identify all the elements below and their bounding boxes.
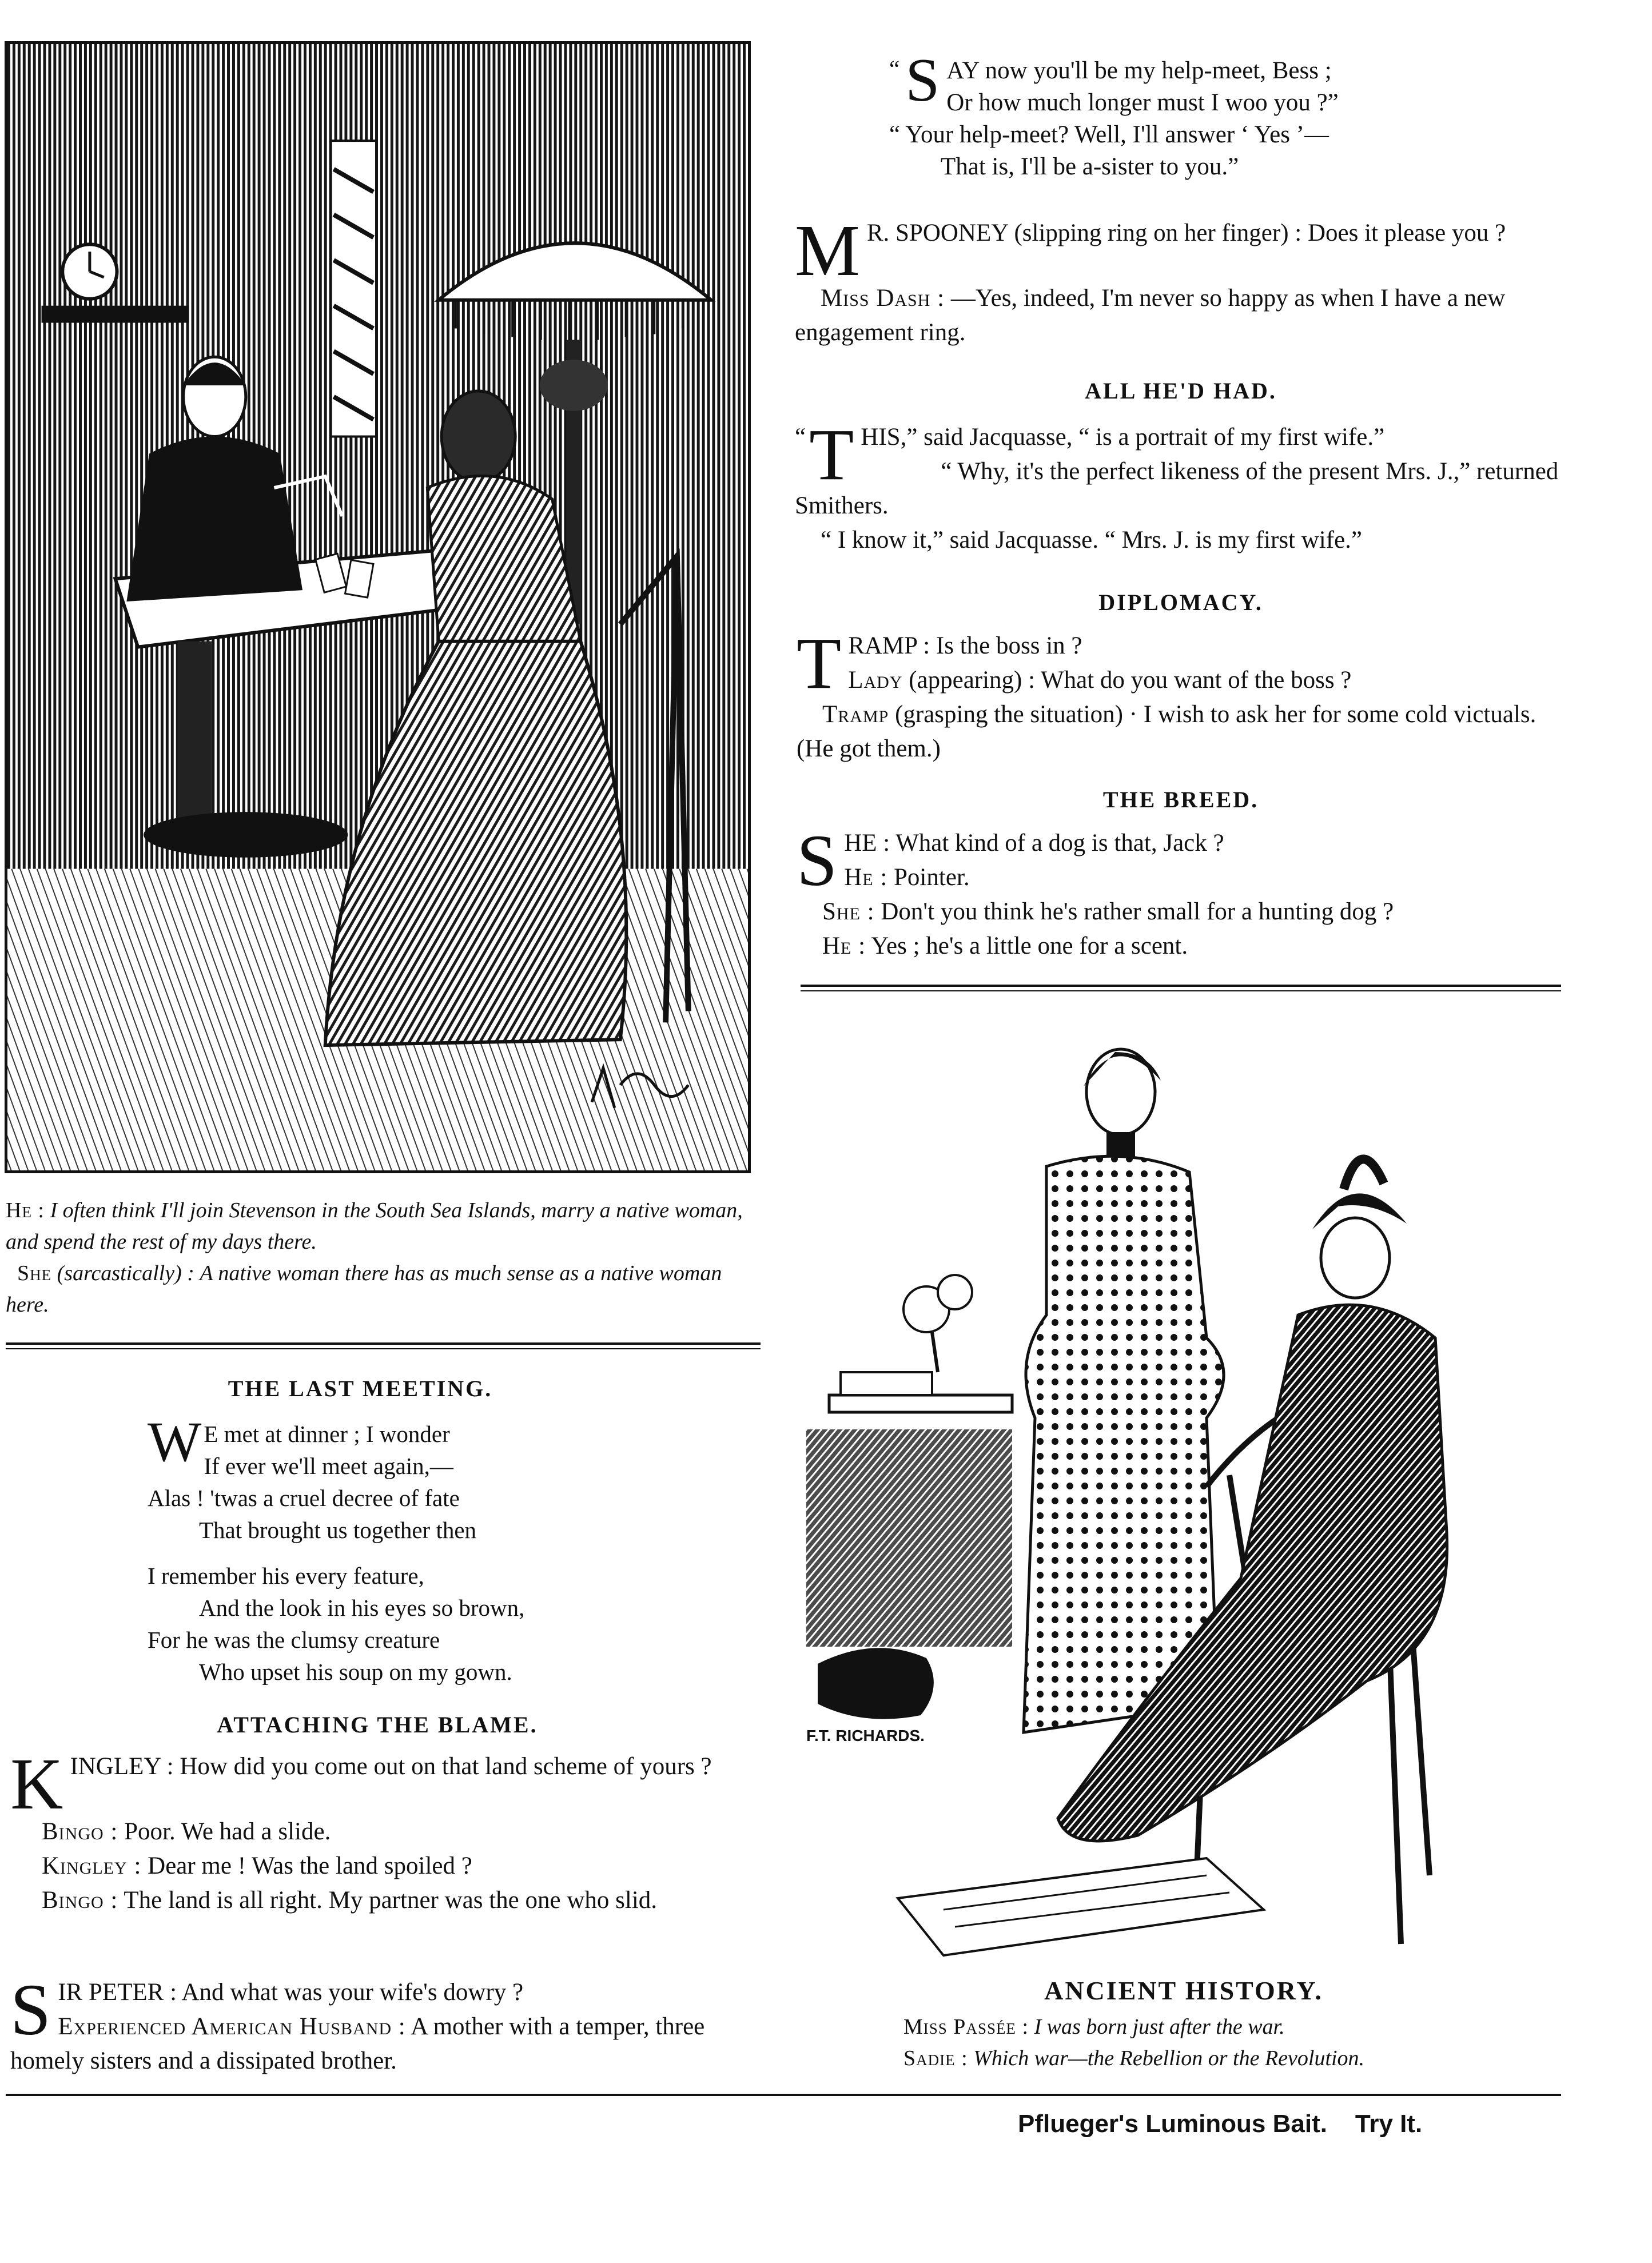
- caption-she: [6, 1258, 766, 1321]
- speaker-label: INGLEY :: [70, 1753, 174, 1780]
- dialogue-line: “ I know it,” said Jacquasse. “ Mrs. J. is my first wife.”: [821, 527, 1362, 553]
- speaker-label: Miss Dash :: [821, 285, 945, 312]
- caption-text: I was born just after the war.: [1034, 2015, 1285, 2039]
- joke-title: ALL HE'D HAD.: [1085, 378, 1277, 404]
- dialogue-line: [10, 2010, 771, 2078]
- verse-line: Or how much longer must I woo you ?”: [946, 89, 1339, 116]
- dialogue-text: A mother with a temper, three homely sisters and a dissipated brother.: [10, 2013, 705, 2074]
- speaker-label: Experienced American Husband :: [58, 2013, 406, 2040]
- dialogue-line: [795, 210, 1567, 291]
- dialogue-text: How did you come out on that land scheme of yours ?: [180, 1753, 712, 1780]
- open-quote: “: [795, 424, 806, 451]
- verse-line: That is, I'll be a-sister to you.”: [941, 153, 1239, 180]
- caption-line: [903, 2043, 1590, 2074]
- section-divider: [6, 1342, 761, 1349]
- speaker-label: She: [17, 1261, 52, 1285]
- woman-head: [441, 391, 515, 482]
- speaker-label: R. SPOONEY: [866, 220, 1008, 246]
- caption-she-aside: (sarcastically) :: [57, 1261, 194, 1285]
- dropcap: M: [795, 210, 860, 291]
- cartoon-title: ANCIENT HISTORY.: [1044, 1976, 1323, 2005]
- verse-line: Alas ! 'twas a cruel decree of fate: [148, 1485, 460, 1511]
- dialogue-line: [797, 698, 1569, 766]
- open-quote: “: [889, 55, 900, 82]
- joke-title: THE BREED.: [1102, 787, 1259, 812]
- dialogue-text: (grasping the situation) · I wish to ask her for some cold victuals. (He got them.): [797, 701, 1536, 762]
- verse-line: And the look in his eyes so brown,: [199, 1595, 525, 1621]
- dialogue-line: [797, 929, 1569, 963]
- card-game-illustration: [5, 41, 751, 1173]
- dropcap: S: [797, 820, 838, 901]
- joke-title: ATTACHING THE BLAME.: [217, 1712, 538, 1738]
- speaker-label: Lady: [848, 667, 903, 694]
- verse-line: AY now you'll be my help-meet, Bess ;: [946, 57, 1332, 84]
- footer-rule: [6, 2094, 1561, 2096]
- two-ladies-illustration: [795, 1018, 1573, 1961]
- dog: [818, 1648, 934, 1719]
- verse-line: That brought us together then: [199, 1517, 477, 1543]
- speaker-label: Kingley :: [42, 1852, 142, 1879]
- floor-rug: [898, 1858, 1264, 1955]
- dialogue-line: [797, 860, 1569, 895]
- seated-woman-head: [1321, 1218, 1390, 1298]
- caption-he-text: I often think I'll join Stevenson in the South Sea Islands, marry a native woman, and spend the rest of my days there.: [6, 1198, 743, 1254]
- verse-last-meeting: [148, 1410, 662, 1688]
- verse-line: If ever we'll meet again,—: [204, 1453, 453, 1479]
- speaker-label: He :: [844, 864, 888, 891]
- speaker-label: He :: [822, 933, 866, 959]
- dropcap: T: [809, 414, 854, 495]
- artist-signature: F.T. RICHARDS.: [806, 1727, 925, 1744]
- dialogue-line: [797, 895, 1569, 929]
- dialogue-text: The land is all right. My partner was the one who slid.: [124, 1887, 658, 1914]
- dropcap: S: [905, 46, 940, 114]
- joke-spooney: [795, 210, 1567, 350]
- dialogue-text: Yes ; he's a little one for a scent.: [871, 933, 1188, 959]
- verse-line: E met at dinner ; I wonder: [204, 1421, 450, 1447]
- speaker-label: She :: [822, 898, 875, 925]
- joke-all-hed-had: [795, 414, 1567, 557]
- dialogue-text: And what was your wife's dowry ?: [181, 1979, 524, 2006]
- dropcap: W: [148, 1410, 202, 1473]
- dialogue-line: “ Why, it's the perfect likeness of the present Mrs. J.,” returned Smithers.: [795, 458, 1559, 519]
- caption-text: Which war—the Rebellion or the Revolution.: [973, 2046, 1365, 2070]
- dialogue-line: [10, 1849, 771, 1883]
- verse-title: THE LAST MEETING.: [228, 1376, 493, 1401]
- speaker-label: HE :: [844, 830, 890, 856]
- speaker-label: Tramp: [822, 701, 889, 728]
- joke-the-breed: [797, 820, 1569, 963]
- verse-line: I remember his every feature,: [148, 1563, 424, 1589]
- caption-he: [6, 1195, 766, 1258]
- man-body: [126, 437, 302, 602]
- dialogue-text: Don't you think he's rather small for a hunting dog ?: [881, 898, 1394, 925]
- caption-line: [903, 2011, 1590, 2043]
- advertisement: Pflueger's Luminous Bait. Try It.: [1018, 2110, 1423, 2138]
- speaker-label: Sadie :: [903, 2046, 968, 2070]
- joke-diplomacy: [797, 623, 1569, 766]
- caption-she-text: A native woman there has as much sense as a native woman here.: [6, 1261, 722, 1317]
- joke-attaching-blame: [10, 1743, 771, 1918]
- dialogue-text: Pointer.: [894, 864, 970, 891]
- dialogue-text: (slipping ring on her finger) : Does it please you ?: [1014, 220, 1506, 246]
- joke-title: DIPLOMACY.: [1098, 589, 1263, 615]
- cartoon-caption: [6, 1195, 766, 1321]
- verse-line: For he was the clumsy creature: [148, 1627, 440, 1653]
- dropcap: K: [10, 1743, 63, 1824]
- dialogue-line: [10, 1743, 771, 1824]
- verse-line: Who upset his soup on my gown.: [199, 1659, 512, 1685]
- speaker-label: He :: [6, 1198, 45, 1222]
- speaker-label: Bingo :: [42, 1887, 118, 1914]
- dialogue-text: Dear me ! Was the land spoiled ?: [148, 1852, 472, 1879]
- cartoon-caption-bottom: [903, 2011, 1590, 2074]
- dialogue-line: [795, 281, 1567, 350]
- dialogue-text: Is the boss in ?: [936, 632, 1082, 659]
- dialogue-text: Poor. We had a slide.: [124, 1818, 331, 1845]
- speaker-label: RAMP :: [848, 632, 930, 659]
- dialogue-text: HIS,” said Jacquasse, “ is a portrait of my first wife.”: [861, 424, 1385, 451]
- dropcap: S: [10, 1969, 51, 2050]
- dialogue-text: What kind of a dog is that, Jack ?: [895, 830, 1224, 856]
- joke-dowry: [10, 1969, 771, 2078]
- verse-help-meet: [889, 46, 1575, 183]
- verse-line: “ Your help-meet? Well, I'll answer ‘ Yes ’—: [889, 121, 1329, 148]
- dialogue-line: [797, 663, 1569, 698]
- dialogue-line: [10, 1815, 771, 1849]
- dropcap: T: [797, 623, 842, 704]
- section-divider: [801, 985, 1561, 991]
- dialogue-line: [10, 1883, 771, 1918]
- speaker-label: Bingo :: [42, 1818, 118, 1845]
- speaker-label: IR PETER :: [58, 1979, 177, 2006]
- dialogue-text: (appearing) : What do you want of the boss ?: [909, 667, 1352, 694]
- dialogue-text: —Yes, indeed, I'm never so happy as when I have a new engagement ring.: [795, 285, 1506, 346]
- speaker-label: Miss Passée :: [903, 2015, 1029, 2039]
